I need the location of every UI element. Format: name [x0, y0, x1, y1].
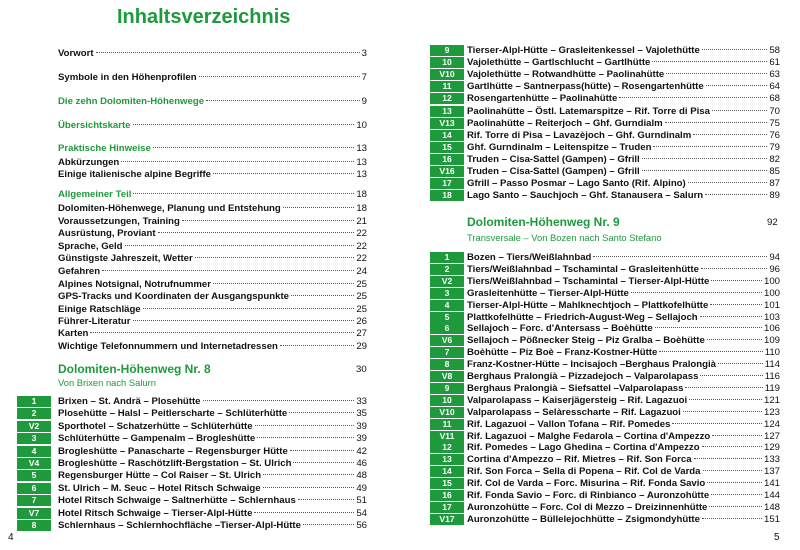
dot-leader	[702, 446, 762, 447]
toc-entry-page: 33	[356, 396, 367, 407]
toc-entry	[467, 92, 780, 105]
dot-leader	[593, 256, 767, 257]
toc-entry-title: Hotel Ritsch Schwaige – Tierser-Alpl-Hütte	[58, 507, 253, 519]
toc-entry-title: Plattkofelhütte – Friedrich-August-Weg – Sellajoch	[467, 311, 698, 323]
toc-entry-page: 116	[764, 371, 780, 382]
toc-entry-title: GPS-Tracks und Koordinaten der Ausgangspunkte	[58, 291, 289, 302]
dot-leader	[642, 170, 768, 171]
stage-number-badge: 1	[430, 252, 464, 263]
stage-number-badge: 8	[17, 520, 51, 531]
toc-entry-page: 51	[356, 495, 367, 507]
toc-entry	[467, 129, 780, 142]
toc-entry-page: 110	[764, 347, 780, 359]
toc-entry	[58, 95, 367, 108]
toc-entry-title: Valparolapass – Kaiserjägersteig – Rif. Lagazuoi	[467, 394, 688, 406]
toc-entry-title: Vajolethütte – Rotwandhütte – Paolinahütte	[467, 69, 665, 81]
toc-entry	[467, 44, 780, 57]
toc-entry-title: Schlüterhütte – Gampenalm – Brogleshütte	[58, 433, 256, 445]
toc-entry	[58, 457, 367, 470]
stage-number-badge: 9	[430, 383, 464, 394]
stage-number-badge: 2	[17, 408, 51, 419]
section-title-route-8: Dolomiten-Höhenweg Nr. 8	[58, 362, 211, 376]
dot-leader	[158, 232, 355, 233]
toc-entry	[58, 168, 367, 181]
stage-number-badge: 16	[430, 154, 464, 165]
toc-entry-page: 75	[769, 117, 780, 129]
stage-number-badge: 4	[17, 446, 51, 457]
toc-entry-page: 54	[356, 507, 367, 519]
dot-leader	[303, 524, 354, 525]
toc-entry-page: 109	[763, 335, 780, 347]
toc-entry-title: Alpines Notsignal, Notrufnummer	[58, 279, 211, 290]
stage-number-badge: 6	[430, 323, 464, 334]
toc-entry	[58, 420, 367, 433]
toc-entry-title: Tiers/Weißlahnbad – Tschamintal – Tierser-Alpl-Hütte	[467, 275, 710, 287]
dot-leader	[263, 487, 355, 488]
toc-entry-title: Sporthotel – Schatzerhütte – Schlüterhütte	[58, 420, 253, 432]
dot-leader	[702, 49, 768, 50]
stage-number-badge: 10	[430, 57, 464, 68]
toc-entry-title: Praktische Hinweise	[58, 143, 151, 154]
toc-entry-page: 114	[764, 359, 780, 371]
toc-entry	[58, 227, 367, 240]
toc-entry-page: 42	[356, 445, 367, 457]
stage-number-badge: 14	[430, 130, 464, 141]
dot-leader	[707, 482, 762, 483]
dot-leader	[280, 345, 354, 346]
stage-number-badge: V4	[17, 458, 51, 469]
toc-entry-page: 94	[769, 252, 780, 263]
toc-entry-page: 124	[763, 418, 780, 430]
toc-entry	[58, 432, 367, 445]
toc-entry	[58, 290, 367, 303]
section-subtitle-route-8: Von Brixen nach Salurn	[58, 377, 156, 388]
toc-entry-page: 58	[769, 45, 780, 56]
toc-entry-page: 25	[356, 304, 367, 315]
toc-entry-page: 119	[764, 382, 780, 394]
dot-leader	[701, 268, 767, 269]
dot-leader	[293, 462, 354, 463]
toc-entry-title: Rif. Torre di Pisa – Lavazèjoch – Ghf. Gurndinalm	[467, 129, 692, 141]
stage-number-badge: V10	[430, 69, 464, 80]
stage-number-badge: 2	[430, 264, 464, 275]
toc-entry-page: 39	[356, 420, 367, 432]
toc-entry-title: Rosengartenhütte – Paolinahütte	[467, 93, 618, 105]
toc-entry	[467, 513, 780, 526]
page-number-left: 4	[8, 532, 14, 543]
stage-number-badge: 5	[430, 312, 464, 323]
toc-entry-title: Auronzohütte – Büllelejochhütte – Zsigmondyhütte	[467, 513, 700, 525]
toc-entry-page: 103	[763, 311, 780, 323]
toc-entry	[58, 47, 367, 60]
toc-entry-title: Einige Ratschläge	[58, 304, 141, 315]
stage-number-badge: 18	[430, 190, 464, 201]
toc-entry-title: Dolomiten-Höhenwege, Planung und Entstehung	[58, 203, 281, 214]
toc-entry	[58, 327, 367, 340]
toc-entry-title: Sprache, Geld	[58, 241, 123, 252]
toc-entry-page: 137	[763, 466, 780, 478]
dot-leader	[694, 458, 762, 459]
toc-entry-title: Franz-Kostner-Hütte – Incisajoch –Berghaus Pralongià	[467, 359, 716, 371]
toc-entry-title: Wichtige Telefonnummern und Internetadressen	[58, 341, 278, 352]
toc-entry-page: 18	[356, 203, 367, 214]
stage-number-badge: V8	[430, 371, 464, 382]
stage-number-badge: 7	[430, 347, 464, 358]
toc-entry	[58, 519, 367, 532]
toc-entry-title: Voraussetzungen, Training	[58, 216, 180, 227]
dot-leader	[133, 124, 355, 125]
stage-number-badge: 5	[17, 470, 51, 481]
toc-entry-title: Rif. Col de Varda – Forc. Misurina – Rif. Fonda Savio	[467, 478, 706, 490]
toc-entry	[467, 141, 780, 154]
toc-entry-page: 7	[361, 72, 367, 83]
dot-leader	[700, 375, 762, 376]
stage-number-badge: 15	[430, 142, 464, 153]
toc-entry-title: Vorwort	[58, 48, 94, 59]
dot-leader	[213, 173, 354, 174]
toc-entry-page: 68	[769, 93, 780, 105]
toc-entry	[58, 407, 367, 420]
toc-entry	[467, 165, 780, 178]
toc-entry-title: Schlernhaus – Schlernhochfläche –Tierser-Alpl-Hütte	[58, 520, 301, 531]
toc-entry-page: 21	[356, 216, 367, 227]
toc-entry-page: 100	[763, 275, 780, 287]
stage-number-badge: V11	[430, 431, 464, 442]
stage-number-badge: V2	[430, 276, 464, 287]
stage-number-badge: V16	[430, 166, 464, 177]
dot-leader	[213, 283, 354, 284]
toc-entry-title: St. Ulrich – M. Seuc – Hotel Ritsch Schwaige	[58, 482, 261, 494]
dot-leader	[291, 295, 354, 296]
dot-leader	[709, 506, 762, 507]
toc-entry-page: 121	[763, 394, 780, 406]
stage-number-badge: V10	[430, 407, 464, 418]
toc-entry-title: Valparolapass – Selàresscharte – Rif. Lagazuoi	[467, 406, 681, 418]
toc-entry	[467, 189, 780, 202]
page-number-right: 5	[774, 532, 780, 543]
stage-number-badge: V6	[430, 335, 464, 346]
stage-number-badge: 11	[430, 81, 464, 92]
dot-leader	[712, 110, 767, 111]
dot-leader	[659, 351, 762, 352]
toc-entry	[467, 117, 780, 130]
toc-entry-page: 22	[356, 253, 367, 264]
toc-entry-page: 46	[356, 458, 367, 469]
dot-leader	[700, 316, 762, 317]
toc-entry-title: Gartlhütte – Santnerpass(hütte) – Rosengartenhütte	[467, 81, 704, 93]
toc-entry-page: 27	[356, 328, 367, 339]
stage-number-badge: 17	[430, 178, 464, 189]
stage-number-badge: 13	[430, 454, 464, 465]
dot-leader	[711, 280, 762, 281]
toc-entry	[467, 68, 780, 81]
toc-entry	[58, 469, 367, 482]
stage-number-badge: 3	[430, 288, 464, 299]
dot-leader	[90, 332, 354, 333]
toc-entry-title: Grasleitenhütte – Tierser-Alpl-Hütte	[467, 287, 629, 299]
toc-entry-page: 127	[763, 430, 780, 442]
toc-entry-page: 63	[769, 69, 780, 81]
toc-entry	[58, 188, 367, 201]
dot-leader	[255, 425, 355, 426]
toc-entry-page: 22	[356, 241, 367, 252]
toc-entry-title: Berghaus Pralongià – Siefsattel –Valparolapass	[467, 382, 684, 394]
toc-entry-page: 48	[356, 470, 367, 482]
toc-entry-title: Die zehn Dolomiten-Höhenwege	[58, 96, 205, 107]
toc-entry-page: 39	[356, 433, 367, 445]
toc-entry-page: 151	[763, 513, 780, 525]
toc-entry-title: Einige italienische alpine Begriffe	[58, 169, 212, 180]
stage-number-badge: 9	[430, 45, 464, 56]
toc-entry-title: Tierser-Alpl-Hütte – Grasleitenkessel – Vajolethütte	[467, 45, 700, 56]
toc-entry-title: Symbole in den Höhenprofilen	[58, 72, 197, 83]
dot-leader	[689, 399, 762, 400]
dot-leader	[665, 122, 768, 123]
toc-entry-page: 106	[763, 323, 780, 335]
stage-number-badge: 12	[430, 93, 464, 104]
stage-number-badge: 8	[430, 359, 464, 370]
toc-entry	[58, 252, 367, 265]
toc-entry-page: 123	[763, 406, 780, 418]
toc-entry-title: Ausrüstung, Proviant	[58, 228, 156, 239]
toc-entry-page: 89	[769, 190, 780, 202]
toc-entry-title: Gfrill – Passo Posmar – Lago Santo (Rif. Alpino)	[467, 178, 686, 190]
toc-entry-title: Günstigste Jahreszeit, Wetter	[58, 253, 193, 264]
dot-leader	[298, 499, 355, 500]
dot-leader	[121, 161, 354, 162]
toc-entry-title: Allgemeiner Teil	[58, 189, 132, 200]
stage-number-badge: V7	[17, 508, 51, 519]
toc-entry-page: 79	[769, 141, 780, 153]
toc-entry-title: Gefahren	[58, 266, 101, 277]
dot-leader	[619, 97, 767, 98]
toc-entry-page: 25	[356, 291, 367, 302]
dot-leader	[652, 61, 767, 62]
toc-entry-page: 87	[769, 178, 780, 190]
toc-entry-title: Boèhütte – Piz Boè – Franz-Kostner-Hütte	[467, 347, 658, 359]
toc-entry	[58, 482, 367, 495]
stage-number-badge: 3	[17, 433, 51, 444]
dot-leader	[289, 412, 354, 413]
toc-entry-title: Plosehütte – Halsl – Peitlerscharte – Schlüterhütte	[58, 408, 288, 420]
toc-entry-title: Sellajoch – Pößnecker Steig – Piz Gralba – Boèhütte	[467, 335, 705, 347]
toc-entry-title: Rif. Lagazuoi – Vallon Tofana – Rif. Pomedes	[467, 418, 671, 430]
toc-entry-title: Lago Santo – Sauchjoch – Ghf. Stanausera – Salurn	[467, 190, 704, 202]
dot-leader	[195, 257, 355, 258]
dot-leader	[707, 339, 762, 340]
dot-leader	[153, 147, 355, 148]
toc-entry-title: Truden – Cisa-Sattel (Gampen) – Gfrill	[467, 166, 640, 177]
toc-entry-title: Brixen – St. Andrä – Plosehütte	[58, 396, 201, 407]
toc-entry	[467, 80, 780, 93]
toc-entry-title: Ghf. Gurndinalm – Leitenspitze – Truden	[467, 141, 652, 153]
toc-entry-title: Berghaus Pralongià – Pizzadejoch – Valparolapass	[467, 371, 699, 382]
toc-entry-title: Brogleshütte – Panascharte – Regensburger Hütte	[58, 445, 288, 457]
stage-number-badge: V2	[17, 421, 51, 432]
toc-entry-page: 144	[763, 490, 780, 501]
toc-entry-title: Regensburger Hütte – Col Raiser – St. Ulrich	[58, 470, 262, 482]
stage-number-badge: V17	[430, 514, 464, 525]
stage-number-badge: 12	[430, 442, 464, 453]
dot-leader	[653, 146, 767, 147]
toc-entry-page: 82	[769, 153, 780, 165]
toc-entry	[467, 153, 780, 166]
toc-entry-page: 22	[356, 228, 367, 239]
dot-leader	[290, 450, 355, 451]
toc-entry-page: 56	[356, 520, 367, 531]
toc-entry-page: 129	[763, 442, 780, 454]
dot-leader	[718, 363, 763, 364]
toc-entry-title: Auronzohütte – Forc. Col di Mezzo – Dreizinnenhütte	[467, 501, 708, 513]
stage-number-badge: 11	[430, 419, 464, 430]
dot-leader	[712, 435, 762, 436]
dot-leader	[710, 304, 762, 305]
stage-number-badge: 13	[430, 106, 464, 117]
stage-number-badge: 16	[430, 490, 464, 501]
toc-entry	[467, 56, 780, 69]
toc-entry-page: 96	[769, 263, 780, 275]
stage-number-badge: 1	[17, 396, 51, 407]
dot-leader	[263, 474, 354, 475]
toc-entry-page: 13	[356, 157, 367, 168]
dot-leader	[672, 423, 762, 424]
dot-leader	[688, 182, 768, 183]
toc-entry-title: Rif. Son Forca – Sella di Popena – Rif. Col de Varda	[467, 466, 701, 478]
toc-entry-title: Führer-Literatur	[58, 316, 131, 327]
stage-number-badge: 10	[430, 395, 464, 406]
toc-entry-title: Übersichtskarte	[58, 120, 131, 131]
toc-entry-title: Paolinahütte – Reiterjoch – Ghf. Gurndialm	[467, 117, 663, 129]
stage-number-badge: 17	[430, 502, 464, 513]
toc-entry-page: 101	[763, 299, 780, 311]
toc-entry-page: 49	[356, 482, 367, 494]
toc-entry-page: 76	[769, 129, 780, 141]
dot-leader	[257, 437, 354, 438]
toc-entry-title: Rif. Pomedes – Lago Ghedina – Cortina d'Ampezzo	[467, 442, 700, 454]
toc-entry	[58, 395, 367, 408]
dot-leader	[203, 400, 355, 401]
dot-leader	[631, 292, 762, 293]
dot-leader	[96, 52, 360, 53]
toc-entry-title: Brogleshütte – Raschötzlift-Bergstation – St. Ulrich	[58, 458, 292, 469]
toc-entry-title: Truden – Cisa-Sattel (Gampen) – Gfrill	[467, 153, 640, 165]
toc-entry	[467, 105, 780, 118]
dot-leader	[199, 76, 360, 77]
section-page-route-9: 92	[767, 217, 778, 228]
dot-leader	[102, 270, 354, 271]
dot-leader	[705, 194, 767, 195]
dot-leader	[642, 158, 768, 159]
dot-leader	[182, 220, 354, 221]
toc-entry-title: Hotel Ritsch Schwaige – Saltnerhütte – Schlernhaus	[58, 495, 296, 507]
toc-entry-page: 18	[356, 189, 367, 200]
section-title-route-9: Dolomiten-Höhenweg Nr. 9	[467, 215, 620, 229]
dot-leader	[125, 245, 355, 246]
dot-leader	[685, 387, 762, 388]
toc-entry	[58, 119, 367, 132]
toc-entry-page: 148	[763, 501, 780, 513]
dot-leader	[133, 193, 354, 194]
toc-entry-title: Tierser-Alpl-Hütte – Mahlknechtjoch – Plattkofelhütte	[467, 299, 709, 311]
stage-number-badge: 6	[17, 483, 51, 494]
toc-entry-title: Cortina d'Ampezzo – Rif. Mietres – Rif. Son Forca	[467, 454, 692, 466]
dot-leader	[655, 327, 762, 328]
toc-entry-page: 13	[356, 169, 367, 180]
toc-entry	[58, 340, 367, 353]
toc-entry-title: Tiers/Weißlahnbad – Tschamintal – Grasleitenhütte	[467, 263, 699, 275]
section-subtitle-route-9: Transversale – Von Bozen nach Santo Stefano	[467, 232, 662, 243]
dot-leader	[702, 518, 762, 519]
stage-number-badge: 7	[17, 495, 51, 506]
toc-entry	[58, 142, 367, 155]
toc-entry	[58, 494, 367, 507]
page-title: Inhaltsverzeichnis	[117, 6, 291, 28]
toc-entry-title: Sellajoch – Forc. d'Antersass – Boèhütte	[467, 323, 653, 335]
toc-entry-title: Abkürzungen	[58, 157, 120, 168]
toc-entry-page: 25	[356, 279, 367, 290]
toc-entry-title: Vajolethütte – Gartlschlucht – Gartlhütte	[467, 57, 651, 69]
toc-entry-page: 61	[769, 57, 780, 69]
toc-entry	[467, 177, 780, 190]
toc-entry	[58, 445, 367, 458]
toc-entry-page: 10	[356, 120, 367, 131]
dot-leader	[711, 494, 762, 495]
stage-number-badge: 14	[430, 466, 464, 477]
stage-number-badge: 15	[430, 478, 464, 489]
toc-entry-title: Rif. Lagazuoi – Malghe Fedarola – Cortina d'Ampezzo	[467, 430, 711, 442]
toc-entry	[58, 71, 367, 84]
toc-entry-title: Karten	[58, 328, 89, 339]
dot-leader	[283, 207, 355, 208]
dot-leader	[706, 85, 768, 86]
toc-entry-page: 24	[356, 266, 367, 277]
dot-leader	[683, 411, 762, 412]
toc-entry-title: Paolinahütte – Östl. Latemarspitze – Rif. Torre di Pisa	[467, 105, 710, 117]
toc-entry-page: 3	[361, 48, 367, 59]
dot-leader	[133, 320, 355, 321]
toc-entry-page: 29	[356, 341, 367, 352]
dot-leader	[703, 470, 762, 471]
dot-leader	[693, 134, 767, 135]
toc-entry-page: 70	[769, 105, 780, 117]
toc-entry-page: 100	[763, 287, 780, 299]
toc-entry	[58, 202, 367, 215]
stage-number-badge: V13	[430, 118, 464, 129]
toc-entry-title: Bozen – Tiers/Weißlahnbad	[467, 252, 592, 263]
toc-entry	[58, 265, 367, 278]
toc-entry-page: 64	[769, 81, 780, 93]
toc-entry-page: 85	[769, 166, 780, 177]
toc-entry-page: 9	[361, 96, 367, 107]
dot-leader	[254, 512, 354, 513]
toc-entry-page: 26	[356, 316, 367, 327]
toc-entry	[58, 507, 367, 520]
dot-leader	[666, 73, 767, 74]
toc-entry-page: 35	[356, 408, 367, 420]
toc-entry-page: 141	[763, 478, 780, 490]
toc-entry-page: 133	[763, 454, 780, 466]
dot-leader	[143, 308, 355, 309]
dot-leader	[206, 100, 360, 101]
toc-entry-title: Rif. Fonda Savio – Forc. di Rinbianco – Auronzohütte	[467, 490, 710, 501]
stage-number-badge: 4	[430, 300, 464, 311]
toc-entry-page: 13	[356, 143, 367, 154]
section-page-route-8: 30	[356, 364, 367, 375]
